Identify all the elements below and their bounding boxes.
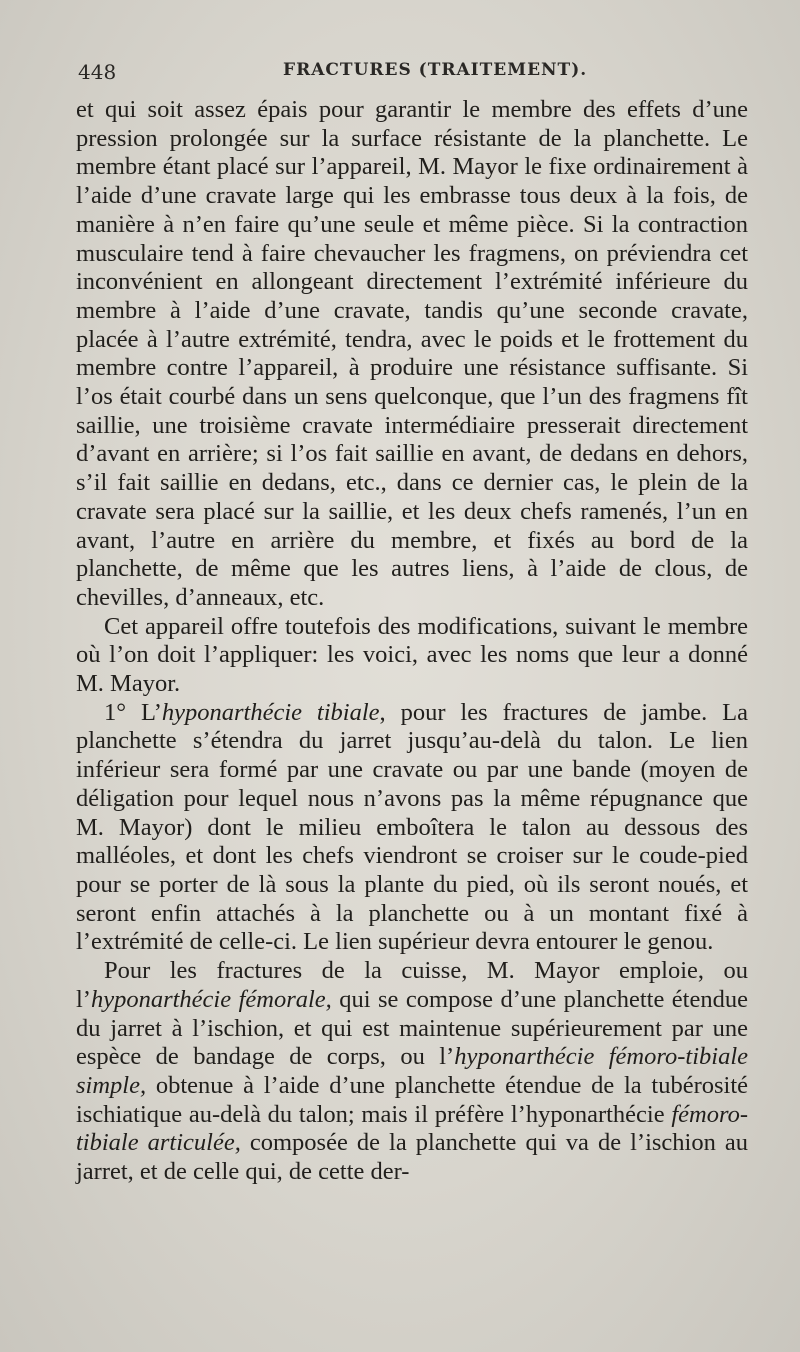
paragraph [76, 96, 748, 613]
italic-term: hyponarthécie fémorale, [90, 985, 332, 1013]
running-head: FRACTURES (TRAITEMENT). [283, 60, 588, 80]
text-run: qui se compose d’une planchette étendue du jarret à l’ischion, et qui est maintenue supérieurement par une espèce de bandage de corps, ou l’ [76, 985, 748, 1071]
text-run: composée de la planchette qui va de l’ischion au jarret, et de celle qui, de cette der- [76, 1129, 748, 1186]
paragraph [76, 957, 748, 1187]
page-header [78, 58, 748, 90]
paragraph [76, 699, 748, 957]
text-run: 1° L’ [104, 698, 162, 726]
body-text [76, 96, 748, 1187]
text-run: Cet appareil offre toutefois des modifications, suivant le membre où l’on doit l’appliquer: les voici, avec les noms que leur a donné M. Mayor. [76, 612, 748, 698]
text-run: , pour les fractures de jambe. La planchette s’étendra du jarret jusqu’au-delà du talon. Le lien inférieur sera formé par une cravate ou par une bande (moyen de déligation pour lequel nous n’avons pas la même répugnance que M. Mayor) dont le milieu emboîtera le talon au dessous des malléoles, et dont les chefs viendront se croiser sur le coude-pied pour se porter de là sous la plante du pied, où ils seront noués, et seront enfin attachés à la planchette ou à un montant fixé à l’extrémité de celle-ci. Le lien supérieur devra entourer le genou. [76, 698, 748, 956]
page-number: 448 [78, 60, 117, 84]
italic-term: fémoro-tibiale articulée, [76, 1100, 748, 1157]
paragraph [76, 613, 748, 699]
text-run: et qui soit assez épais pour garantir le membre des effets d’une pression prolongée sur la surface résistante de la planchette. Le membre étant placé sur l’appareil, M. Mayor le fixe ordinairement à l’aide d’une cravate large qui les embrasse tous deux à la fois, de manière à n’en faire qu’une seule et même pièce. Si la contraction musculaire tend à faire chevaucher les fragmens, on préviendra cet inconvénient en allongeant directement l’extrémité inférieure du membre à l’aide d’une cravate, tandis qu’une seconde cravate, placée à l’autre extrémité, tendra, avec le poids et le frottement du membre contre l’appareil, à produire une résistance suffisante. Si l’os était courbé dans un sens quelconque, que l’un des fragmens fît saillie, une troisième cravate intermédiaire presserait directement d’avant en arrière; si l’os fait saillie en avant, de dedans en dehors, s’il fait saillie en dedans, etc., dans ce dernier cas, le plein de la cravate sera placé sur la saillie, et les deux chefs ramenés, l’un en avant, l’autre en arrière du membre, et fixés au bord de la planchette, de même que les autres liens, à l’aide de clous, de chevilles, d’anneaux, etc. [76, 96, 748, 611]
text-run: obtenue à l’aide d’une planchette étendue de la tubérosité ischiatique au-delà du talon; mais il préfère l’hyponarthécie [76, 1071, 748, 1128]
italic-term: hyponarthécie fémoro-tibiale simple, [76, 1043, 749, 1099]
text-run: Pour les fractures de la cuisse, M. Mayor emploie, ou l’ [76, 957, 748, 1013]
italic-term: hyponarthécie tibiale [161, 698, 380, 726]
